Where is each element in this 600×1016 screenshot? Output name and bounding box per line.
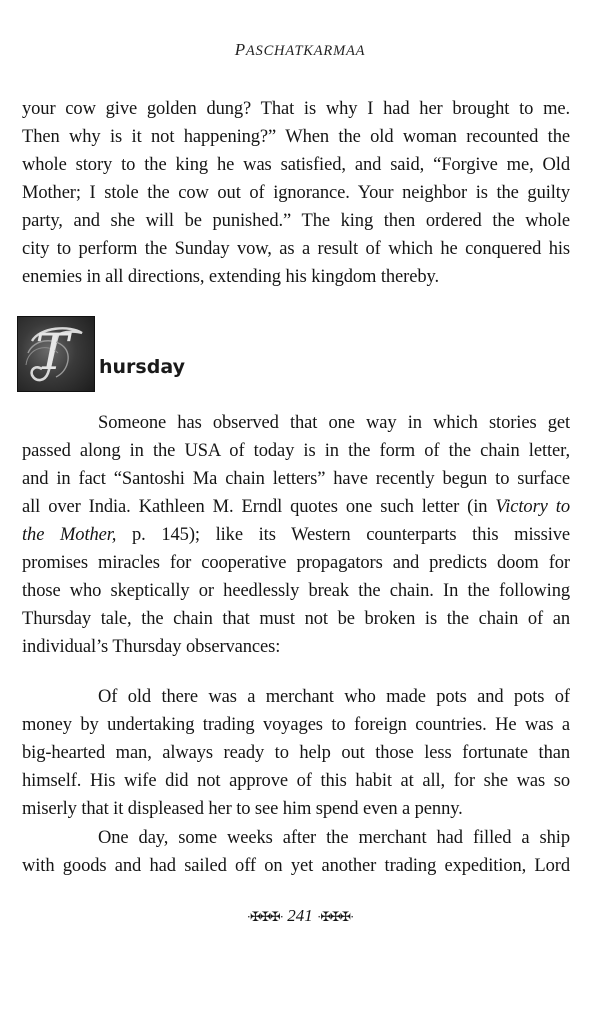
text-line: promises miracles for cooperative propagators and predicts doom for xyxy=(22,553,570,573)
running-head-rest: ASCHATKARMAA xyxy=(245,43,366,59)
paragraph-1 xyxy=(22,95,570,291)
paragraph-4 xyxy=(22,824,570,880)
text-line: Of old there was a merchant who made pots and pots of xyxy=(98,687,570,707)
page-number-footer xyxy=(0,906,600,926)
text-line: Thursday tale, the chain that must not be broken is the chain of an xyxy=(22,609,570,629)
text-segment: p. 145); like its Western counterparts this missive xyxy=(132,525,570,545)
decorative-drop-cap xyxy=(17,316,95,392)
drop-cap-letter: T xyxy=(35,323,69,381)
text-line: and in fact “Santoshi Ma chain letters” have recently begun to surface xyxy=(22,469,570,489)
text-line: himself. His wife did not approve of this habit at all, for she was so xyxy=(22,771,570,791)
page-number: 241 xyxy=(287,906,313,925)
text-line: Mother; I stole the cow out of ignorance. Your neighbor is the guilty xyxy=(22,183,570,203)
text-line: city to perform the Sunday vow, as a result of which he conquered his xyxy=(22,239,570,259)
paragraph-2 xyxy=(22,409,570,661)
text-line: with goods and had sailed off on yet another trading expedition, Lord xyxy=(22,856,570,876)
running-head xyxy=(0,40,600,60)
ornament-left-icon: ·✠✠✠· xyxy=(246,909,283,924)
text-line: enemies in all directions, extending his kingdom thereby. xyxy=(22,267,439,287)
text-line: those who skeptically or heedlessly break the chain. In the following xyxy=(22,581,570,601)
text-line: Someone has observed that one way in which stories get xyxy=(98,413,570,433)
text-line: whole story to the king he was satisfied, and said, “Forgive me, Old xyxy=(22,155,570,175)
text-line: big-hearted man, always ready to help out those less fortunate than xyxy=(22,743,570,763)
text-line: miserly that it displeased her to see him spend even a penny. xyxy=(22,799,463,819)
running-head-initial: P xyxy=(234,40,246,59)
book-title: Victory to xyxy=(495,497,570,517)
section-heading xyxy=(17,316,185,392)
text-line: Then why is it not happening?” When the old woman recounted the xyxy=(22,127,570,147)
book-title: the Mother, xyxy=(22,525,117,545)
text-line: your cow give golden dung? That is why I had her brought to me. xyxy=(22,99,570,119)
text-line: party, and she will be punished.” The king then ordered the whole xyxy=(22,211,570,231)
paragraph-3 xyxy=(22,683,570,823)
text-line xyxy=(22,493,570,521)
section-title: hursday xyxy=(99,356,185,378)
text-segment: all over India. Kathleen M. Erndl quotes one such letter (in xyxy=(22,497,488,517)
text-line xyxy=(22,521,570,549)
text-line: passed along in the USA of today is in the form of the chain letter, xyxy=(22,441,570,461)
text-line: One day, some weeks after the merchant had filled a ship xyxy=(98,828,570,848)
text-line: individual’s Thursday observances: xyxy=(22,637,281,657)
text-line: money by undertaking trading voyages to foreign countries. He was a xyxy=(22,715,570,735)
drop-cap-flourish-icon xyxy=(18,317,94,391)
ornament-right-icon: ·✠✠✠· xyxy=(317,909,354,924)
